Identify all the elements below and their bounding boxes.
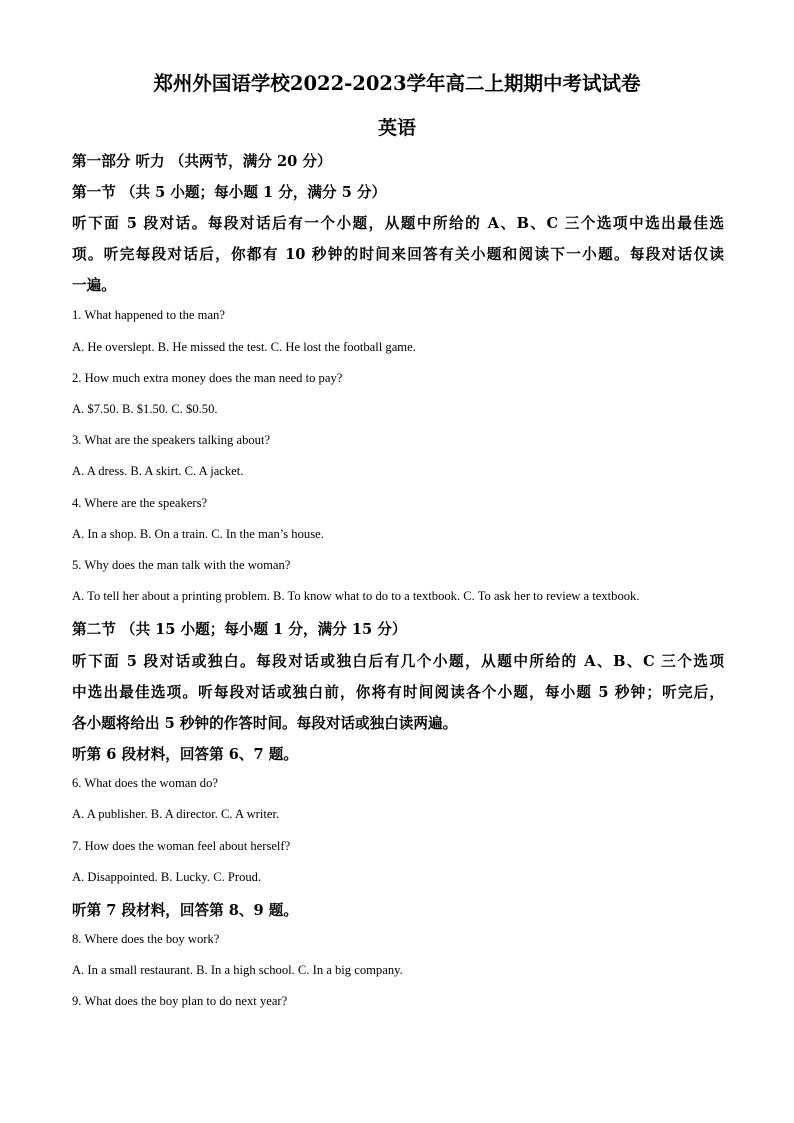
question-3: 3. What are the speakers talking about?	[72, 433, 271, 447]
question-6: 6. What does the woman do?	[72, 776, 218, 790]
question-8-options: A. In a small restaurant. B. In a high school. C. In a big company.	[72, 963, 403, 977]
question-9: 9. What does the boy plan to do next year?	[72, 994, 288, 1008]
question-4: 4. Where are the speakers?	[72, 496, 208, 510]
material-6-heading: 听第 6 段材料，回答第 6、7 题。	[72, 746, 298, 763]
question-7: 7. How does the woman feel about herself?	[72, 839, 291, 853]
section2-instruction-line: 中选出最佳选项。听每段对话或独白前，你将有时间阅读各个小题，每小题 5 秒钟；听完后，	[72, 684, 724, 701]
material-7-heading: 听第 7 段材料，回答第 8、9 题。	[72, 902, 298, 919]
exam-title: 郑州外国语学校2022-2023学年高二上期期中考试试卷	[153, 72, 641, 95]
question-2-options: A. $7.50. B. $1.50. C. $0.50.	[72, 402, 218, 416]
subject-title: 英语	[377, 117, 416, 139]
section1-instruction-line: 听下面 5 段对话。每段对话后有一个小题，从题中所给的 A、B、C 三个选项中选出最佳选	[72, 215, 724, 232]
section1-instruction-line: 项。听完每段对话后，你都有 10 秒钟的时间来回答有关小题和阅读下一小题。每段对话仅读	[72, 246, 724, 263]
question-5: 5. Why does the man talk with the woman?	[72, 558, 291, 572]
question-1: 1. What happened to the man?	[72, 308, 225, 322]
question-5-options: A. To tell her about a printing problem. B. To know what to do to a textbook. C. To ask her to review a textbook.	[72, 589, 640, 603]
question-3-options: A. A dress. B. A skirt. C. A jacket.	[72, 464, 244, 478]
section1-instruction-line: 一遍。	[72, 277, 116, 294]
part-heading: 第一部分 听力 （共两节，满分 20 分）	[72, 153, 332, 170]
question-2: 2. How much extra money does the man need to pay?	[72, 371, 343, 385]
section2-heading: 第二节 （共 15 小题；每小题 1 分，满分 15 分）	[72, 621, 407, 638]
section2-instruction-line: 各小题将给出 5 秒钟的作答时间。每段对话或独白读两遍。	[72, 715, 458, 732]
section2-instruction-line: 听下面 5 段对话或独白。每段对话或独白后有几个小题，从题中所给的 A、B、C 三个选项	[72, 653, 724, 670]
question-6-options: A. A publisher. B. A director. C. A writer.	[72, 807, 280, 821]
question-1-options: A. He overslept. B. He missed the test. C. He lost the football game.	[72, 340, 416, 354]
question-4-options: A. In a shop. B. On a train. C. In the man’s house.	[72, 527, 324, 541]
question-7-options: A. Disappointed. B. Lucky. C. Proud.	[72, 870, 262, 884]
question-8: 8. Where does the boy work?	[72, 932, 220, 946]
section1-heading: 第一节 （共 5 小题；每小题 1 分，满分 5 分）	[72, 184, 387, 201]
